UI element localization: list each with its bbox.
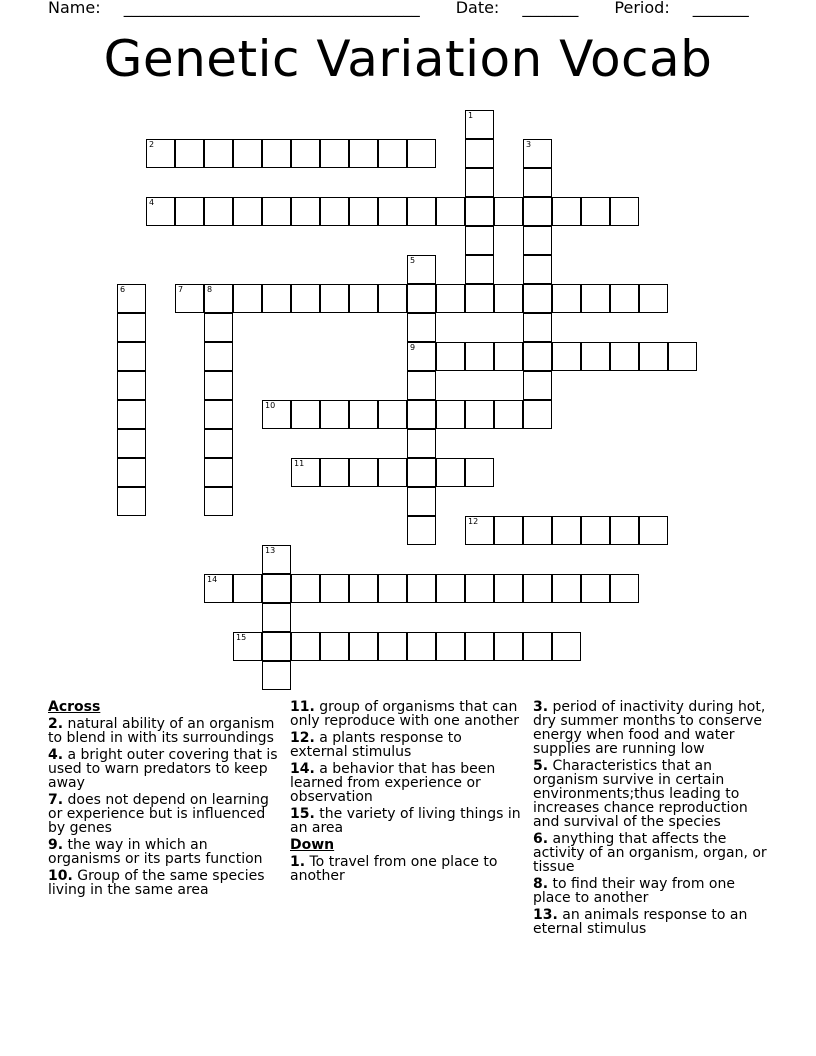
clue-item: 3. period of inactivity during hot, dry summer months to conserve energy when food and water supplies are running low: [533, 699, 766, 757]
grid-cell[interactable]: [407, 371, 436, 400]
grid-cell[interactable]: [407, 197, 436, 226]
grid-cell[interactable]: [581, 574, 610, 603]
grid-cell[interactable]: [233, 632, 262, 661]
clue-number: 8: [207, 285, 213, 294]
grid-cell[interactable]: [523, 400, 552, 429]
grid-cell[interactable]: [465, 255, 494, 284]
clue-item: 12. a plants response to external stimulus: [290, 730, 462, 760]
grid-cell[interactable]: [407, 516, 436, 545]
grid-cell[interactable]: [117, 429, 146, 458]
clue-item: 14. a behavior that has been learned from experience or observation: [290, 761, 496, 805]
grid-cell[interactable]: [639, 342, 668, 371]
clue-number: 13: [265, 546, 276, 555]
grid-cell[interactable]: [494, 632, 523, 661]
clue-column-2: [290, 700, 522, 886]
clue-number: 5.: [533, 758, 549, 774]
clue-number: 15.: [290, 806, 315, 822]
grid-cell[interactable]: [117, 400, 146, 429]
grid-cell[interactable]: [523, 197, 552, 226]
clue-item: 6. anything that affects the activity of an organism, organ, or tissue: [533, 831, 767, 875]
clue-column-1: [48, 700, 280, 900]
grid-cell[interactable]: [378, 400, 407, 429]
grid-cell[interactable]: [494, 197, 523, 226]
clue-item: 7. does not depend on learning or experience but is influenced by genes: [48, 792, 269, 836]
grid-cell[interactable]: [465, 139, 494, 168]
grid-cell[interactable]: [407, 574, 436, 603]
grid-cell[interactable]: [117, 313, 146, 342]
clue-item: 11. group of organisms that can only reproduce with one another: [290, 699, 519, 729]
grid-cell[interactable]: [523, 371, 552, 400]
grid-cell[interactable]: [349, 400, 378, 429]
grid-cell[interactable]: [262, 603, 291, 632]
grid-cell[interactable]: [436, 574, 465, 603]
clue-number: 12.: [290, 730, 315, 746]
grid-cell[interactable]: [523, 342, 552, 371]
date-line: _______: [522, 0, 579, 17]
clue-item: 5. Characteristics that an organism survive in certain environments;thus leading to increases chance reproduction and survival of the species: [533, 758, 748, 830]
grid-cell[interactable]: [494, 284, 523, 313]
grid-cell[interactable]: [407, 342, 436, 371]
grid-cell[interactable]: [407, 458, 436, 487]
clue-number: 12: [468, 517, 479, 526]
clue-item: 13. an animals response to an eternal stimulus: [533, 907, 748, 937]
grid-cell[interactable]: [204, 197, 233, 226]
grid-cell[interactable]: [465, 284, 494, 313]
clue-number: 10.: [48, 868, 73, 884]
grid-cell[interactable]: [552, 632, 581, 661]
grid-cell[interactable]: [552, 516, 581, 545]
grid-cell[interactable]: [262, 284, 291, 313]
grid-cell[interactable]: [349, 574, 378, 603]
grid-cell[interactable]: [175, 197, 204, 226]
grid-cell[interactable]: [117, 284, 146, 313]
grid-cell[interactable]: [610, 574, 639, 603]
grid-cell[interactable]: [465, 226, 494, 255]
grid-cell[interactable]: [262, 197, 291, 226]
grid-cell[interactable]: [320, 574, 349, 603]
grid-cell[interactable]: [407, 313, 436, 342]
grid-cell[interactable]: [349, 284, 378, 313]
grid-cell[interactable]: [349, 632, 378, 661]
grid-cell[interactable]: [494, 342, 523, 371]
grid-cell[interactable]: [465, 168, 494, 197]
clue-number: 9.: [48, 837, 64, 853]
grid-cell[interactable]: [523, 632, 552, 661]
grid-cell[interactable]: [233, 197, 262, 226]
grid-cell[interactable]: [465, 516, 494, 545]
grid-cell[interactable]: [523, 255, 552, 284]
grid-cell[interactable]: [320, 458, 349, 487]
grid-cell[interactable]: [262, 632, 291, 661]
clue-number: 3: [526, 140, 532, 149]
clue-number: 11.: [290, 699, 315, 715]
grid-cell[interactable]: [523, 574, 552, 603]
grid-cell[interactable]: [436, 400, 465, 429]
grid-cell[interactable]: [668, 342, 697, 371]
grid-cell[interactable]: [117, 371, 146, 400]
grid-cell[interactable]: [233, 284, 262, 313]
grid-cell[interactable]: [204, 342, 233, 371]
grid-cell[interactable]: [262, 545, 291, 574]
grid-cell[interactable]: [552, 197, 581, 226]
clue-number: 2.: [48, 716, 64, 732]
grid-cell[interactable]: [465, 197, 494, 226]
grid-cell[interactable]: [465, 400, 494, 429]
grid-cell[interactable]: [436, 458, 465, 487]
grid-cell[interactable]: [610, 197, 639, 226]
grid-cell[interactable]: [407, 487, 436, 516]
grid-cell[interactable]: [407, 400, 436, 429]
grid-cell[interactable]: [204, 139, 233, 168]
grid-cell[interactable]: [349, 197, 378, 226]
clue-number: 9: [410, 343, 416, 352]
grid-cell[interactable]: [639, 284, 668, 313]
grid-cell[interactable]: [117, 487, 146, 516]
grid-cell[interactable]: [291, 139, 320, 168]
grid-cell[interactable]: [407, 284, 436, 313]
grid-cell[interactable]: [378, 139, 407, 168]
grid-cell[interactable]: [465, 110, 494, 139]
grid-cell[interactable]: [262, 400, 291, 429]
grid-cell[interactable]: [436, 342, 465, 371]
grid-cell[interactable]: [291, 458, 320, 487]
clue-number: 14.: [290, 761, 315, 777]
grid-cell[interactable]: [407, 255, 436, 284]
grid-cell[interactable]: [117, 342, 146, 371]
period-label: Period:: [614, 0, 670, 17]
grid-cell[interactable]: [465, 632, 494, 661]
grid-cell[interactable]: [581, 284, 610, 313]
clue-number: 5: [410, 256, 416, 265]
grid-cell[interactable]: [436, 284, 465, 313]
grid-cell[interactable]: [436, 197, 465, 226]
clue-item: 1. To travel from one place to another: [290, 854, 498, 884]
clue-column-3: [533, 700, 768, 939]
clue-item: 10. Group of the same species living in the same area: [48, 868, 265, 898]
grid-cell[interactable]: [204, 429, 233, 458]
grid-cell[interactable]: [523, 313, 552, 342]
grid-cell[interactable]: [320, 632, 349, 661]
grid-cell[interactable]: [523, 168, 552, 197]
clue-number: 10: [265, 401, 276, 410]
clue-number: 7.: [48, 792, 64, 808]
grid-cell[interactable]: [523, 226, 552, 255]
grid-cell[interactable]: [291, 400, 320, 429]
grid-cell[interactable]: [465, 574, 494, 603]
grid-cell[interactable]: [378, 574, 407, 603]
clue-number: 4: [149, 198, 155, 207]
grid-cell[interactable]: [523, 516, 552, 545]
grid-cell[interactable]: [262, 661, 291, 690]
grid-cell[interactable]: [320, 139, 349, 168]
date-label: Date:: [455, 0, 500, 17]
grid-cell[interactable]: [349, 458, 378, 487]
grid-cell[interactable]: [291, 632, 320, 661]
grid-cell[interactable]: [262, 139, 291, 168]
clue-number: 1.: [290, 854, 306, 870]
clue-number: 11: [294, 459, 305, 468]
grid-cell[interactable]: [204, 371, 233, 400]
name-label: Name:: [48, 0, 101, 17]
grid-cell[interactable]: [204, 284, 233, 313]
grid-cell[interactable]: [291, 284, 320, 313]
clue-number: 15: [236, 633, 247, 642]
grid-cell[interactable]: [117, 458, 146, 487]
clue-number: 6.: [533, 831, 549, 847]
grid-cell[interactable]: [378, 284, 407, 313]
down-heading: Down: [290, 837, 335, 853]
grid-cell[interactable]: [146, 197, 175, 226]
grid-cell[interactable]: [407, 139, 436, 168]
grid-cell[interactable]: [552, 284, 581, 313]
grid-cell[interactable]: [610, 284, 639, 313]
grid-cell[interactable]: [523, 139, 552, 168]
clue-number: 7: [178, 285, 184, 294]
clue-item: 2. natural ability of an organism to blend in with its surroundings: [48, 716, 275, 746]
grid-cell[interactable]: [378, 197, 407, 226]
clue-item: 4. a bright outer covering that is used to warn predators to keep away: [48, 747, 278, 791]
clue-item: 9. the way in which an organisms or its parts function: [48, 837, 263, 867]
name-line: _____________________________________: [123, 0, 420, 17]
clue-item: 8. to find their way from one place to another: [533, 876, 735, 906]
grid-cell[interactable]: [465, 458, 494, 487]
grid-cell[interactable]: [146, 139, 175, 168]
clue-number: 13.: [533, 907, 558, 923]
clue-number: 2: [149, 140, 155, 149]
clue-item: 15. the variety of living things in an area: [290, 806, 521, 836]
clue-number: 14: [207, 575, 218, 584]
grid-cell[interactable]: [378, 632, 407, 661]
grid-cell[interactable]: [407, 429, 436, 458]
grid-cell[interactable]: [436, 632, 465, 661]
page-title: Genetic Variation Vocab: [103, 30, 713, 88]
grid-cell[interactable]: [320, 400, 349, 429]
grid-cell[interactable]: [204, 313, 233, 342]
across-heading: Across: [48, 699, 101, 715]
grid-cell[interactable]: [552, 574, 581, 603]
grid-cell[interactable]: [291, 197, 320, 226]
grid-cell[interactable]: [494, 574, 523, 603]
grid-cell[interactable]: [552, 342, 581, 371]
grid-cell[interactable]: [233, 139, 262, 168]
grid-cell[interactable]: [320, 197, 349, 226]
grid-cell[interactable]: [204, 487, 233, 516]
grid-cell[interactable]: [204, 400, 233, 429]
grid-cell[interactable]: [581, 342, 610, 371]
clue-number: 1: [468, 111, 474, 120]
grid-cell[interactable]: [581, 516, 610, 545]
grid-cell[interactable]: [523, 284, 552, 313]
clue-number: 3.: [533, 699, 549, 715]
grid-cell[interactable]: [175, 284, 204, 313]
grid-cell[interactable]: [407, 632, 436, 661]
grid-cell[interactable]: [233, 574, 262, 603]
grid-cell[interactable]: [320, 284, 349, 313]
grid-cell[interactable]: [494, 400, 523, 429]
grid-cell[interactable]: [204, 574, 233, 603]
clue-number: 6: [120, 285, 126, 294]
grid-cell[interactable]: [639, 516, 668, 545]
grid-cell[interactable]: [204, 458, 233, 487]
grid-cell[interactable]: [610, 342, 639, 371]
grid-cell[interactable]: [465, 342, 494, 371]
grid-cell[interactable]: [262, 574, 291, 603]
grid-cell[interactable]: [610, 516, 639, 545]
grid-cell[interactable]: [494, 516, 523, 545]
grid-cell[interactable]: [378, 458, 407, 487]
grid-cell[interactable]: [291, 574, 320, 603]
clue-number: 4.: [48, 747, 64, 763]
period-line: _______: [692, 0, 749, 17]
grid-cell[interactable]: [581, 197, 610, 226]
grid-cell[interactable]: [175, 139, 204, 168]
grid-cell[interactable]: [349, 139, 378, 168]
clue-number: 8.: [533, 876, 549, 892]
